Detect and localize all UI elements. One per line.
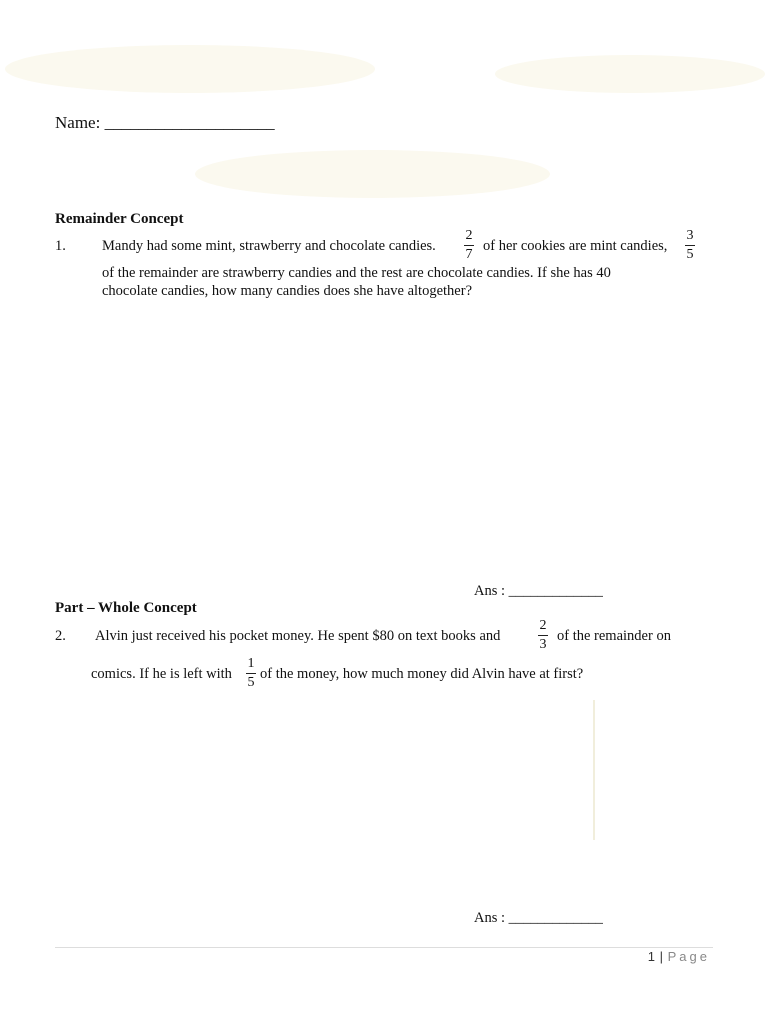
question-1-text-b: of her cookies are mint candies, (483, 238, 668, 254)
answer-blank-1: Ans : _____________ (474, 583, 603, 599)
fraction-numerator: 3 (686, 228, 694, 243)
page-separator: | (659, 949, 664, 964)
fraction-3-5 (685, 229, 695, 262)
page-label: Page (667, 949, 710, 964)
fraction-bar (685, 245, 695, 246)
redaction-smudge (5, 45, 375, 93)
question-1-text-line2: of the remainder are strawberry candies and the rest are chocolate candies. If she has 40 (102, 265, 611, 281)
fraction-2-3 (538, 619, 548, 652)
page-number: 1 (647, 949, 656, 964)
fraction-numerator: 2 (465, 228, 473, 243)
fraction-bar (464, 245, 474, 246)
fraction-bar (538, 635, 548, 636)
fraction-2-7 (464, 229, 474, 262)
fraction-denominator: 3 (539, 637, 547, 652)
fraction-numerator: 2 (539, 618, 547, 633)
answer-blank-2: Ans : _____________ (474, 910, 603, 926)
question-2-text-line2a: comics. If he is left with (91, 666, 232, 682)
name-field-label: Name: ____________________ (55, 113, 275, 132)
question-1-text-a: Mandy had some mint, strawberry and chocolate candies. (102, 238, 436, 254)
fraction-bar (246, 673, 256, 674)
fraction-numerator: 1 (247, 656, 255, 671)
section-heading-remainder: Remainder Concept (55, 211, 184, 227)
fraction-denominator: 5 (686, 247, 694, 262)
section-heading-part-whole: Part – Whole Concept (55, 600, 197, 616)
fraction-denominator: 7 (465, 247, 473, 262)
page-footer (648, 949, 710, 964)
question-2-text-b: of the remainder on (557, 628, 671, 644)
question-number-2: 2. (55, 628, 66, 644)
footer-divider (55, 947, 713, 948)
question-2-text-a: Alvin just received his pocket money. He spent $80 on text books and (95, 628, 501, 644)
redaction-smudge (495, 55, 765, 93)
scan-artifact-line (593, 700, 595, 840)
question-2-text-line2b: of the money, how much money did Alvin have at first? (260, 666, 584, 682)
fraction-denominator: 5 (247, 675, 255, 690)
fraction-1-5 (246, 657, 256, 690)
question-number-1: 1. (55, 238, 66, 254)
question-1-text-line3: chocolate candies, how many candies does she have altogether? (102, 283, 473, 299)
redaction-smudge (195, 150, 550, 198)
